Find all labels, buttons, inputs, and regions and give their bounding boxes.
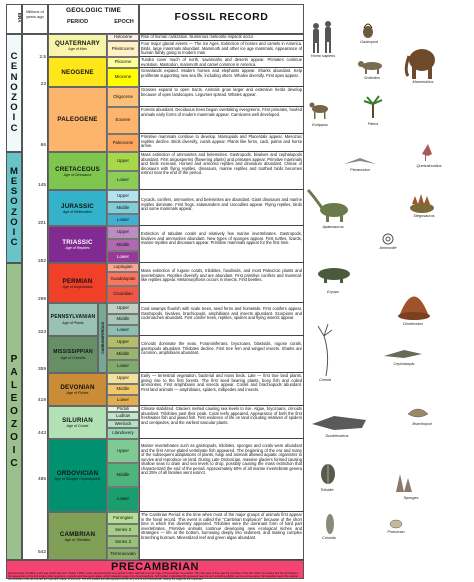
period-pennsylvanian [48, 303, 98, 336]
era-cenozoic [6, 34, 22, 152]
label-brachiopod: Brachiopod [412, 422, 432, 426]
period-silurian-age: Age of Corals [66, 424, 89, 428]
label-cephalaspis: Cephalaspis [393, 362, 415, 366]
epoch-paleocene: Paleocene [107, 134, 139, 152]
period-paleogene [48, 87, 107, 152]
epoch-furongian: Furongian [107, 512, 139, 524]
epoch-jurassic-lower: Lower [107, 214, 139, 226]
period-mississippian-name: MISSISSIPPIAN [53, 349, 93, 355]
label-ammonite: Ammonite [379, 246, 397, 250]
epoch-mississippian-middle: Middle [107, 348, 139, 360]
desc-silurian: Climate stabilized. Glaciers melted causing sea levels to rise. Algae, bryozoans, crinoids abundant. Trilobites past their peak. Coral reefs appeared. Appearance of both the first freshwater fish and jawed fish. First evidence of life on land including relatives of spiders and centipedes, and the earliest vascular plants. [139, 406, 304, 439]
period-triassic [48, 226, 107, 263]
sponges-icon [396, 474, 412, 492]
mya-299: 299 [37, 297, 46, 302]
eryops-icon [318, 268, 350, 283]
crinoid-icon [318, 324, 332, 376]
period-neogene-name: NEOGENE [61, 68, 94, 76]
era-mesozoic [6, 152, 22, 263]
label-protozoa: Protozoan [387, 530, 405, 534]
ammonite-icon [383, 234, 393, 244]
epoch-triassic-upper: Upper [107, 226, 139, 239]
desc-devonian: Early — terrestrial vegetation, bacterial and moss beds. Late — first true land plants, giving rise to the first forests. The first seed bearing plants, bony fish and coiled ammonites. First amphibians and insects appear. Corals and brachiopods abundant. First land animals — amphibians, spiders, millipedes and insects. [139, 373, 304, 406]
period-triassic-name: TRIASSIC [62, 239, 93, 246]
period-jurassic-age: Age of Belemnites [62, 209, 93, 214]
epoch-pennsylvanian-middle: Middle [107, 314, 139, 325]
period-permian [48, 263, 107, 303]
mya-443: 443 [37, 431, 46, 436]
eohippus-icon [310, 103, 329, 120]
cephalaspis-icon [384, 350, 422, 358]
epoch-pennsylvanian-upper: Upper [107, 303, 139, 314]
label-trilobite: Trilobite [320, 488, 334, 492]
apatosaurus-icon [308, 190, 348, 222]
header-mya-label: Millions of years ago [26, 9, 44, 19]
dunkleosteus-icon [312, 416, 366, 430]
period-pennsylvanian-name: PENNSYLVANIAN [50, 314, 96, 320]
desc-eocene: Forests abundant. Deciduous trees began overtaking evergreens. First primates, hoofed animals early forms of modern mammals appear. Carnivores well developed. [139, 107, 304, 134]
epoch-jurassic-middle: Middle [107, 202, 139, 214]
epoch-cretaceous-lower: Lower [107, 171, 139, 190]
epoch-pleistocene: Pleistocene [107, 41, 139, 57]
period-devonian [48, 373, 107, 406]
gastropod-icon [363, 24, 373, 38]
epoch-oligocene: Oligocene [107, 87, 139, 107]
period-quaternary-age: Age of Man [68, 47, 87, 51]
epoch-mississippian-upper: Upper [107, 336, 139, 348]
period-quaternary-name: QUATERNARY [55, 40, 100, 47]
period-mississippian-age: Age of Crinoids [60, 356, 86, 360]
header-period-label: PERIOD [66, 19, 89, 25]
desc-holocene: Rise of human civilization. Numerous meteorite impacts occur. [139, 34, 304, 41]
period-ordovician-name: ORDOVICIAN [56, 470, 99, 477]
epoch-ordovician-lower: Lower [107, 487, 139, 512]
header-era-label: ERA [17, 13, 22, 23]
period-devonian-age: Age of Fishes [66, 391, 89, 395]
epoch-devonian-middle: Middle [107, 384, 139, 395]
period-ordovician [48, 439, 107, 512]
desc-pennsylvanian: Coal swamps flourish with scale trees, seed ferns and horsetails. First conifers appear. Gastropods, bivalves, brachiopods, amphibians and insects abundant. Scorpions and cockroaches abundant. First conifer trees, reptiles, spiders and flying insects appear. [139, 303, 304, 336]
mya-542: 542 [37, 550, 46, 555]
epoch-pridoli: Pridoli [107, 406, 139, 412]
brachiopod-icon [408, 409, 428, 417]
desc-cretaceous: Mass extinction of ammonites and belemnites. Gastropods, bivalves and cephalopods abundant. First angiosperms (flowering plants) and primates appear. Primitive mammals and birds increase. Horned and armored reptiles and dinosaurs abundant. Climax of dinosaurs with flying reptiles, dinosaurs, marine reptiles and toothed birds becomes extinct near the end of the period. [139, 152, 304, 190]
precambrian-title: PRECAMBRIAN [111, 561, 199, 573]
smilodon-icon [358, 61, 382, 74]
stegosaurus-icon [410, 194, 434, 213]
period-quaternary [48, 34, 107, 57]
period-permian-name: PERMIAN [62, 277, 93, 285]
epoch-llandovery: Llandovery [107, 428, 139, 439]
epoch-ordovician-upper: Upper [107, 439, 139, 463]
period-mississippian [48, 336, 98, 373]
epoch-miocene: Miocene [107, 68, 139, 87]
epoch-wenlock: Wenlock [107, 420, 139, 428]
mya-23: 23 [40, 82, 46, 87]
period-devonian-name: DEVONIAN [60, 384, 95, 391]
epoch-devonian-upper: Upper [107, 373, 139, 384]
desc-mississippian: Crinoids dominate the seas. Foraminiferans, bryozoans, blastoids, rugose corals, gastropods abundant. Trilobites decline. First tree fern and winged insects. Sharks are common, amphibians abundant. [139, 336, 304, 373]
epoch-series3: Series 3 [107, 524, 139, 536]
label-homo-sapiens: Homo sapiens [310, 54, 336, 58]
epoch-pennsylvanian-lower: Lower [107, 325, 139, 336]
header-fossil-record: FOSSIL RECORD [174, 11, 269, 23]
epoch-guadalupian: Guadalupian [107, 272, 139, 286]
label-eryops: Eryops [327, 290, 339, 294]
desc-ordovician: Marine invertebrates such as gastropods, trilobites, sponges and corals were abundant and the first Armor-plated vertebrate fish appeared. The beginning of the era and many of the subsequent adaptations of plants, fungi and animals allowed aquatic organisms to survive and reproduce on land. During Late Ordovician, massive glaciers formed causing shallow seas to drain and sea levels to drop, possibly causing the mass extinction that characterized the end of the period. Approximately 60% of all marine invertebrate genera and 25% of all families went extinct. [139, 439, 304, 512]
period-carboniferous-band [98, 303, 107, 373]
epoch-triassic-middle: Middle [107, 239, 139, 251]
mya-252: 252 [37, 259, 46, 264]
label-stegosaurus: Stegosaurus [413, 214, 435, 218]
period-jurassic-name: JURASSIC [61, 202, 94, 210]
desc-jurassic: Cycads, conifers, ammonites, and belemnites are abundant. Giant dinosaurs and marine reptiles dominate. First frogs, salamanders and crocodiles appear. Flying reptiles, birds and some mammals appear. [139, 190, 304, 226]
mya-2-5: 2.5 [39, 55, 46, 60]
quetzalcoatlus-icon [422, 144, 432, 161]
epoch-pliocene: Pliocene [107, 57, 139, 68]
mya-485: 485 [37, 477, 46, 482]
label-sponges: Sponges [403, 496, 419, 500]
period-cambrian [48, 512, 107, 560]
header-geologic-time: GEOLOGIC TIME [66, 7, 121, 14]
desc-triassic: Extinction of tabulate corals and relatively few marine invertebrates. Gastropods, bivalves and ammonites abundant. New types of sponges appear. First turtles, lizards, marine reptiles and dinosaurs appear. Primitive mammals appear for the first time. [139, 226, 304, 263]
epoch-ordovician-middle: Middle [107, 463, 139, 487]
label-smilodon: Smilodon [364, 76, 380, 80]
trilobite-icon [321, 464, 335, 484]
epoch-jurassic-upper: Upper [107, 190, 139, 202]
epoch-holocene: Holocene [107, 34, 139, 41]
palms-icon [364, 96, 382, 118]
period-pennsylvanian-age: Age of Plants [62, 321, 84, 325]
homo-sapiens-icon [313, 21, 331, 53]
mya-419: 419 [37, 398, 46, 403]
protozoa-icon [390, 520, 402, 528]
label-apatosaurus: Apatosaurus [322, 225, 344, 229]
label-gastropod: Gastropod [360, 40, 378, 44]
label-eohippus: Eohippus [312, 123, 328, 127]
epoch-ludlow: Ludlow [107, 412, 139, 420]
period-cretaceous [48, 152, 107, 190]
precambrian-text: Approximately 4.6 billion years ago, Earth was born. Nearly 4 billion years passed and this time period is often referred to as the "Age of Precambrian" as a whole. This vast span of time saw the formation of the first rocks, the oceans and the atmosphere, the appearance of the first single-celled organisms, bacteria and blue-green algae, which released oxygen into the atmosphere. Soft-bodied multicellular life appeared near the end, including jellyfish, worms and sea pens. Stromatolites record the earliest communities of life and remain an important marker of this time. The first shelled animals appeared at the very end of the Precambrian, setting the stage for the Cambrian. [8, 572, 299, 581]
desc-pliocene: Tundra cover much of north, savannahs and deserts appear. Primates continue evolution. Mastodon, mammoth and camel common in America. [141, 57, 302, 67]
era-mesozoic-label: M E S O Z O I C [10, 165, 18, 249]
mya-145: 145 [37, 183, 46, 188]
period-triassic-age: Age of Reptiles [65, 246, 90, 250]
mya-359: 359 [37, 367, 46, 372]
era-cenozoic-label: C E N O Z O I C [10, 51, 18, 134]
epoch-lopingian: Lopingian [107, 263, 139, 272]
desc-permian: Mass extinction of rugose corals, trilobites, fusulinids, and most Paleozoic plants and invertebrates. Reptiles diversify and are abundant. First primitive conifers and mammal-like reptiles appear. Metamorphosis occurs in insects. First beetles. [139, 263, 304, 303]
label-dunkleosteus: Dunkleosteus [325, 434, 349, 438]
mya-66: 66 [40, 143, 46, 148]
epoch-cisuralian: Cisuralian [107, 286, 139, 303]
desc-pleistocene: Four major glacial events — The Ice Ages. Extinction of horses and camels in America. Birds, large mammals abundant. Mammoth and other ice age mammals. Appearance of human family going to modern man. [141, 41, 302, 55]
mya-201: 201 [37, 221, 46, 226]
dimetrodon-icon [398, 297, 430, 321]
period-cretaceous-name: CRETACEOUS [55, 165, 100, 173]
mammoth-icon [406, 49, 435, 79]
label-dimetrodon: Dimetrodon [403, 322, 423, 326]
period-carboniferous-label: CARBONIFEROUS [100, 322, 105, 354]
label-pteranodon: Pteranodon [350, 168, 370, 172]
epoch-mississippian-lower: Lower [107, 360, 139, 373]
period-cambrian-name: CAMBRIAN [59, 530, 96, 538]
epoch-terreneuvian: Terreneuvian [107, 548, 139, 560]
label-crinoids: Crinoids [322, 536, 336, 540]
period-cretaceous-age: Age of Dinosaurs [63, 172, 92, 177]
desc-oligocene: Grasses expand to open tracts. Animals grow larger and extensive herds develop because of open landscapes. Legumes spread. Whales appear. [139, 87, 304, 107]
period-ordovician-age: Age of Straight Cephalopods [54, 477, 101, 481]
period-cambrian-age: Age of Trilobites [64, 537, 91, 542]
mya-323: 323 [37, 330, 46, 335]
desc-paleocene: Primitive mammals continue to develop. Marsupials and Placentals appear. Mesozoic reptiles decline. Birds diversify, corals appear. Plants like ferns, cacti, palms and horse arrive. [139, 134, 304, 152]
period-permian-age: Age of Amphibians [62, 284, 93, 289]
period-neogene [48, 57, 107, 87]
epoch-triassic-lower: Lower [107, 251, 139, 263]
fossil-illustrations [304, 4, 474, 559]
header-epoch-label: EPOCH [114, 19, 134, 25]
pteranodon-icon [344, 158, 376, 164]
label-crinoid: Crinoid [318, 378, 332, 382]
desc-miocene: Grasslands expand. Modern horses and elephants appear. Sharks abundant. Kelp proliferate supporting new sea life, including otters. Whales diversify. First apes appear. [139, 68, 304, 87]
era-paleozoic-label: P A L E O Z O I C [10, 354, 18, 469]
label-quetzalcoatlus: Quetzalcoatlus [416, 164, 442, 168]
label-palms: Palms [367, 122, 379, 126]
period-silurian-name: SILURIAN [62, 417, 93, 424]
era-paleozoic [6, 263, 22, 560]
epoch-eocene: Eocene [107, 107, 139, 134]
period-paleogene-name: PALEOGENE [57, 116, 98, 123]
epoch-cretaceous-upper: Upper [107, 152, 139, 171]
period-silurian [48, 406, 107, 439]
crinoids-icon [326, 514, 334, 534]
period-jurassic [48, 190, 107, 226]
desc-cambrian: The Cambrian Period is the time when most of the major groups of animals first appear in the fossil record. This event is called the "Cambrian Explosion" because of the short time in which this diversity appeared. Trilobites were the dominant form of hard part invertebrates. Primitive animals continue developing new ecological niches and strategies — life at the bottom, burrowing deeply into sediment, and making complex branching burrows. Mineralized reef and green algae abundant. [139, 512, 304, 560]
label-mammoth: Mammuthus [412, 80, 434, 84]
epoch-series2: Series 2 [107, 536, 139, 548]
epoch-devonian-lower: Lower [107, 395, 139, 406]
